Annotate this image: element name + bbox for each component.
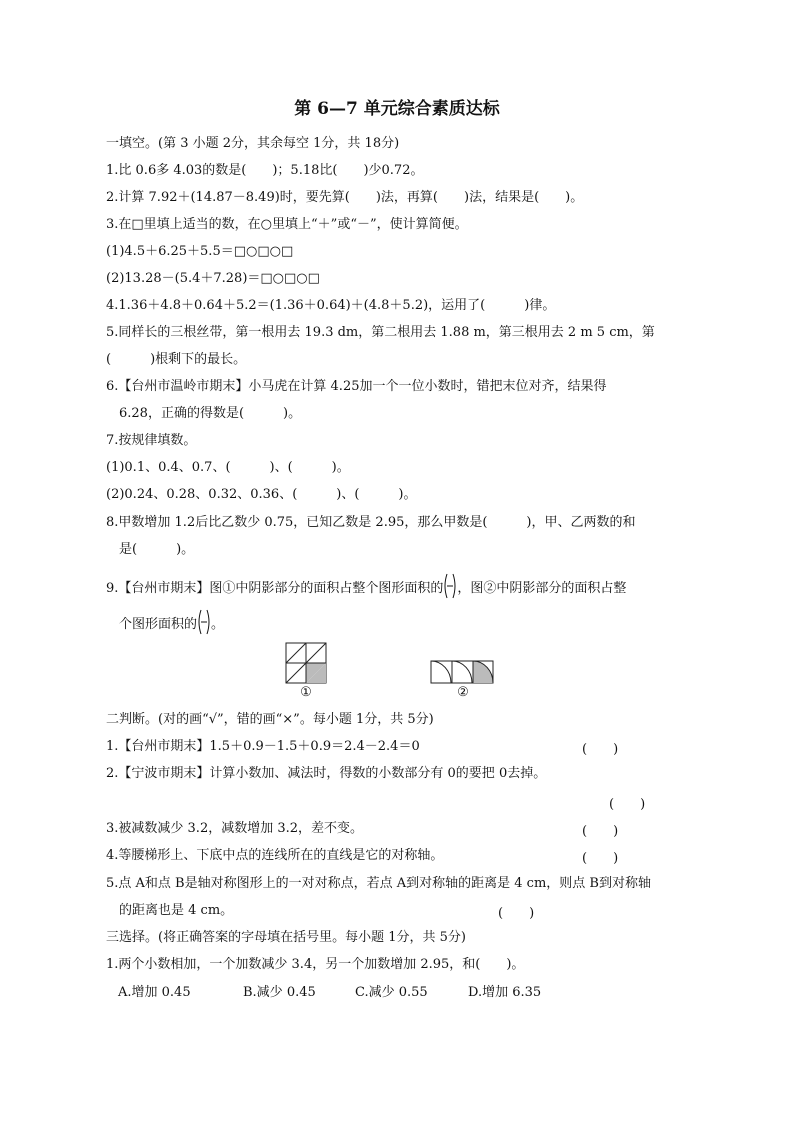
answer-bracket: ( ) [609,797,646,812]
question-1-6: 6.【台州市温岭市期末】小马虎在计算 4.25加一个一位小数时，错把末位对齐，结果得 [106,379,607,394]
option-d: D.增加 6.35 [468,985,542,1000]
figure-1-diagram [285,642,327,684]
question-1-3-part-1: (1)4.5＋6.25＋5.5＝□○□○□ [106,244,294,259]
question-1-7-part-2: (2)0.24、0.28、0.32、0.36、( )、( )。 [106,487,417,502]
question-1-8-cont: 是( )。 [119,542,195,557]
question-2-2: 2.【宁波市期末】计算小数加、减法时，得数的小数部分有 0的要把 0去掉。 [106,766,547,781]
question-2-5: 5.点 A和点 B是轴对称图形上的一对对称点，若点 A到对称轴的距离是 4 cm，则点 B到对称轴 [106,876,651,891]
answer-bracket: ( ) [582,742,619,757]
question-1-3-part-2: (2)13.28－(5.4＋7.28)＝□○□○□ [106,271,320,286]
question-1-3: 3.在□里填上适当的数，在○里填上“＋”或“－”，使计算简便。 [106,217,468,232]
question-2-5-cont: 的距离也是 4 cm。 [119,903,234,918]
figure-2-diagram [430,660,494,684]
fraction-blank [197,609,211,640]
section-1-heading: 一填空。(第 3 小题 2分，其余每空 1分，共 18分) [106,136,400,151]
question-3-1: 1.两个小数相加，一个加数减少 3.4，另一个加数增加 2.95，和( )。 [106,957,525,972]
question-1-9-cont [119,609,224,640]
question-1-5: 5.同样长的三根丝带，第一根用去 19.3 dm，第二根用去 1.88 m，第三根用去 2 m 5 cm，第 [106,325,655,340]
question-1-6-cont: 6.28，正确的得数是( )。 [119,406,302,421]
question-1-2: 2.计算 7.92＋(14.87－8.49)时，要先算( )法，再算( )法，结果是( )。 [106,190,584,205]
answer-bracket: ( ) [582,851,619,866]
section-3-heading: 三选择。(将正确答案的字母填在括号里。每小题 1分，共 5分) [106,930,466,945]
question-1-7: 7.按规律填数。 [106,433,197,448]
question-1-9-text-c: 个图形面积的 [119,617,198,632]
option-c: C.减少 0.55 [355,985,428,1000]
section-2-heading: 二判断。(对的画“√”，错的画“×”。每小题 1分，共 5分) [106,712,434,727]
question-1-9-text-a: 9.【台州市期末】图①中阴影部分的面积占整个图形面积的 [106,581,444,596]
page-title: 第 6—7 单元综合素质达标 [294,99,500,119]
question-1-1: 1.比 0.6多 4.03的数是( )；5.18比( )少0.72。 [106,163,424,178]
question-1-9 [106,573,626,604]
figure-1-label: ① [300,685,312,700]
question-2-1: 1.【台州市期末】1.5＋0.9－1.5＋0.9＝2.4－2.4＝0 [106,739,420,754]
option-a: A.增加 0.45 [118,985,191,1000]
question-1-5-cont: ( )根剩下的最长。 [106,352,247,367]
question-1-9-text-d: 。 [211,617,225,632]
question-2-3: 3.被减数减少 3.2，减数增加 3.2，差不变。 [106,821,364,836]
fraction-blank [443,573,457,604]
question-1-7-part-1: (1)0.1、0.4、0.7、( )、( )。 [106,460,350,475]
option-b: B.减少 0.45 [243,985,316,1000]
question-1-4: 4.1.36＋4.8＋0.64＋5.2＝(1.36＋0.64)＋(4.8＋5.2)，运用了( )律。 [106,298,556,313]
answer-bracket: ( ) [498,906,535,921]
figure-2-label: ② [457,685,469,700]
question-1-9-text-b: ，图②中阴影部分的面积占整 [457,581,627,596]
answer-bracket: ( ) [582,824,619,839]
question-2-4: 4.等腰梯形上、下底中点的连线所在的直线是它的对称轴。 [106,848,444,863]
question-1-8: 8.甲数增加 1.2后比乙数少 0.75，已知乙数是 2.95，那么甲数是( )，甲、乙两数的和 [106,515,636,530]
